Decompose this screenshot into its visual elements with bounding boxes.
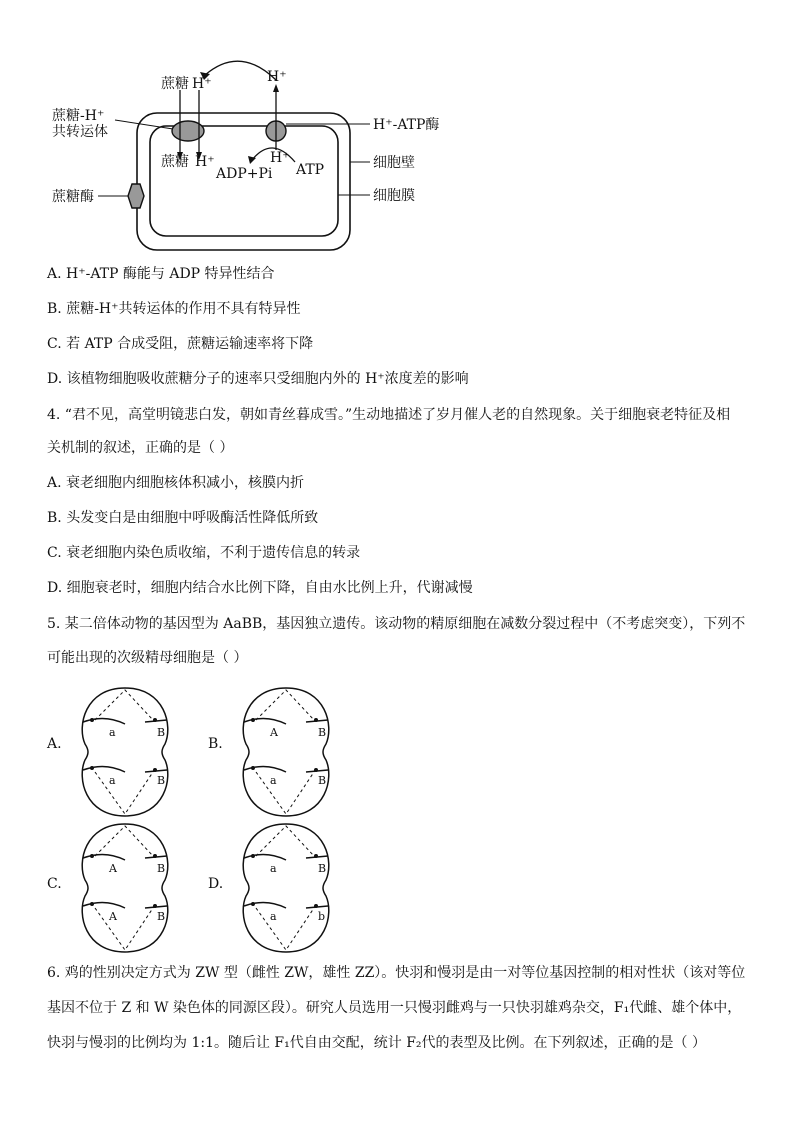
q5-cell-c <box>75 822 175 954</box>
label-invertase: 蔗糖酶 <box>52 189 94 205</box>
label-adp-pi: ADP+Pi <box>216 166 273 182</box>
q4-option-a: A. 衰老细胞内细胞核体积减小，核膜内折 <box>47 475 305 491</box>
label-cotransporter: 蔗糖-H⁺ <box>52 108 105 124</box>
q5-stem-line2: 可能出现的次级精母细胞是（ ） <box>47 650 248 666</box>
label-atp: ATP <box>296 162 325 178</box>
q5-c-top-left: A <box>109 862 117 875</box>
q6-line3: 快羽与慢羽的比例均为 1:1。随后让 F₁代自由交配，统计 F₂代的表型及比例。在下列叙述，正确的是（ ） <box>47 1035 706 1051</box>
q3-option-c: C. 若 ATP 合成受阻，蔗糖运输速率将下降 <box>47 336 314 352</box>
q5-label-b: B. <box>208 736 223 752</box>
q5-c-bot-left: A <box>109 910 117 923</box>
q4-stem-line2: 关机制的叙述，正确的是（ ） <box>47 440 234 456</box>
q5-a-bot-left: a <box>109 774 116 787</box>
q5-a-top-left: a <box>109 726 116 739</box>
cell-transport-diagram <box>40 50 460 260</box>
q5-a-top-right: B <box>157 726 166 739</box>
label-inner-h2: H⁺ <box>270 150 290 166</box>
q5-d-top-left: a <box>270 862 277 875</box>
q5-label-d: D. <box>208 876 224 892</box>
label-top-right-h: H⁺ <box>267 69 287 85</box>
q5-cell-a <box>75 686 175 818</box>
q4-stem-line1: 4. “君不见，高堂明镜悲白发，朝如青丝暮成雪。”生动地描述了岁月催人老的自然现象。关于细胞衰老特征及相 <box>47 407 731 423</box>
q5-cell-b <box>236 686 336 818</box>
label-inner-h: H⁺ <box>195 154 215 170</box>
q5-stem-line1: 5. 某二倍体动物的基因型为 AaBB，基因独立遗传。该动物的精原细胞在减数分裂过程中（不考虑突变），下列不 <box>47 616 746 632</box>
label-h-atpase: H⁺-ATP酶 <box>373 117 440 133</box>
q5-label-c: C. <box>47 876 62 892</box>
label-top-h: H⁺ <box>192 76 212 92</box>
label-inner-sucrose: 蔗糖 <box>161 154 189 170</box>
q4-option-c: C. 衰老细胞内染色质收缩，不利于遗传信息的转录 <box>47 545 361 561</box>
q4-option-b: B. 头发变白是由细胞中呼吸酶活性降低所致 <box>47 510 319 526</box>
q5-c-bot-right: B <box>157 910 166 923</box>
label-cotransporter-2: 共转运体 <box>52 124 108 140</box>
q5-b-bot-left: a <box>270 774 277 787</box>
q5-cell-d <box>236 822 336 954</box>
q5-a-bot-right: B <box>157 774 166 787</box>
q5-b-bot-right: B <box>318 774 327 787</box>
q3-option-a: A. H⁺-ATP 酶能与 ADP 特异性结合 <box>47 266 275 282</box>
q5-label-a: A. <box>47 736 62 752</box>
q6-line1: 6. 鸡的性别决定方式为 ZW 型（雌性 ZW，雄性 ZZ）。快羽和慢羽是由一对等位基因控制的相对性状（该对等位 <box>47 965 746 981</box>
q5-d-top-right: B <box>318 862 327 875</box>
q5-d-bot-left: a <box>270 910 277 923</box>
q6-line2: 基因不位于 Z 和 W 染色体的同源区段）。研究人员选用一只慢羽雌鸡与一只快羽雄鸡杂交，F₁代雌、雄个体中， <box>47 1000 742 1016</box>
q5-d-bot-right: b <box>318 910 326 923</box>
q3-option-d: D. 该植物细胞吸收蔗糖分子的速率只受细胞内外的 H⁺浓度差的影响 <box>47 371 469 387</box>
label-top-sucrose: 蔗糖 <box>161 76 189 92</box>
q5-b-top-right: B <box>318 726 327 739</box>
label-cell-wall: 细胞壁 <box>373 155 415 171</box>
invertase-protein <box>128 184 144 208</box>
q5-c-top-right: B <box>157 862 166 875</box>
q4-option-d: D. 细胞衰老时，细胞内结合水比例下降，自由水比例上升，代谢减慢 <box>47 580 473 596</box>
q3-option-b: B. 蔗糖-H⁺共转运体的作用不具有特异性 <box>47 301 301 317</box>
q5-b-top-left: A <box>270 726 278 739</box>
label-cell-membrane: 细胞膜 <box>373 188 415 204</box>
